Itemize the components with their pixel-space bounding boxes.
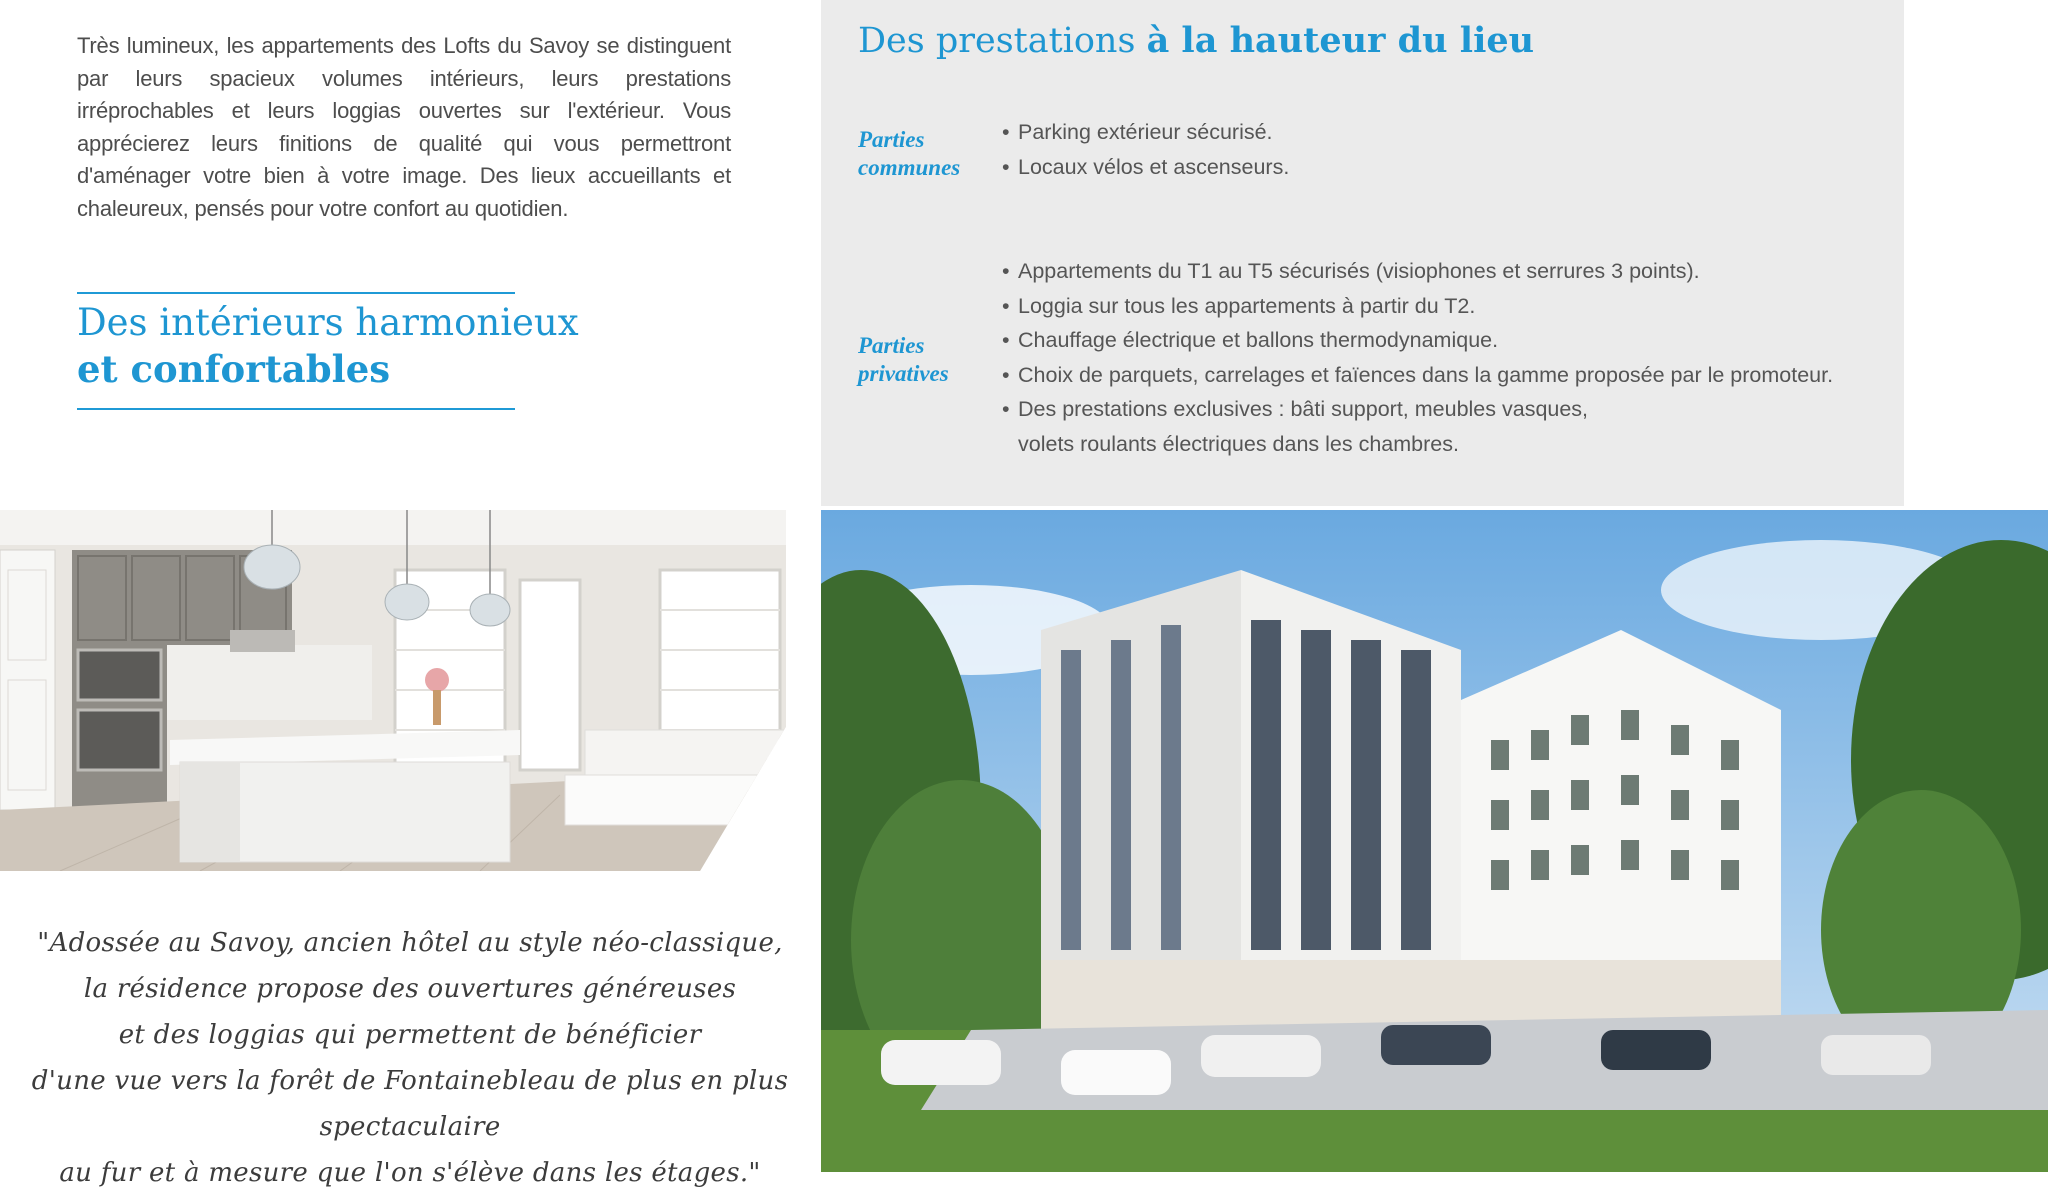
list-item: • Loggia sur tous les appartements à partir du T2. xyxy=(1002,289,1833,324)
intro-paragraph: Très lumineux, les appartements des Lofts du Savoy se distinguent par leurs spacieux volumes intérieurs, leurs prestations irréprochables et leurs loggias ouvertes sur l'extérieur. Vous apprécierez leurs finitions de qualité qui vous permettront d'aménager votre bien à votre image. Des lieux accueillants et chaleureux, pensés pour votre confort au quotidien. xyxy=(77,33,731,221)
quote xyxy=(20,920,800,1196)
common-areas-label xyxy=(858,126,988,182)
private-areas-label-line1: Parties xyxy=(858,333,925,358)
kitchen-illustration xyxy=(0,510,786,871)
common-areas-label-line1: Parties xyxy=(858,127,925,152)
building-illustration xyxy=(821,510,2048,1172)
common-areas-list xyxy=(1002,115,1289,184)
kitchen-photo xyxy=(0,510,786,871)
list-item: • Choix de parquets, carrelages et faïences dans la gamme proposée par le promoteur. xyxy=(1002,358,1833,393)
private-areas-list xyxy=(1002,254,1833,462)
quote-line: et des loggias qui permettent de bénéficier xyxy=(118,1020,702,1050)
private-areas-label-line2: privatives xyxy=(858,361,949,386)
amenities-heading-bold: à la hauteur du lieu xyxy=(1146,20,1535,61)
list-item: • Parking extérieur sécurisé. xyxy=(1002,115,1289,150)
amenities-heading-regular: Des prestations xyxy=(858,21,1147,61)
list-item: • Chauffage électrique et ballons thermodynamique. xyxy=(1002,323,1833,358)
list-item: • Locaux vélos et ascenseurs. xyxy=(1002,150,1289,185)
private-areas-label xyxy=(858,332,988,388)
list-item: • Des prestations exclusives : bâti support, meubles vasques, xyxy=(1002,392,1833,427)
interiors-heading-line2: et confortables xyxy=(77,347,391,391)
heading-rule-bottom xyxy=(77,408,515,410)
amenities-heading xyxy=(858,20,1534,61)
quote-line: au fur et à mesure que l'on s'élève dans les étages." xyxy=(59,1158,761,1188)
quote-line: la résidence propose des ouvertures généreuses xyxy=(83,974,737,1004)
list-item: • Appartements du T1 au T5 sécurisés (visiophones et serrures 3 points). xyxy=(1002,254,1833,289)
list-item-continuation: volets roulants électriques dans les chambres. xyxy=(1018,431,1459,456)
building-photo xyxy=(821,510,2048,1172)
quote-line: "Adossée au Savoy, ancien hôtel au style néo-classique, xyxy=(37,928,783,958)
common-areas-label-line2: communes xyxy=(858,155,961,180)
quote-line: d'une vue vers la forêt de Fontainebleau de plus en plus spectaculaire xyxy=(31,1066,789,1142)
interiors-heading xyxy=(77,300,579,392)
heading-rule-top xyxy=(77,292,515,294)
interiors-heading-line1: Des intérieurs harmonieux xyxy=(77,301,579,344)
